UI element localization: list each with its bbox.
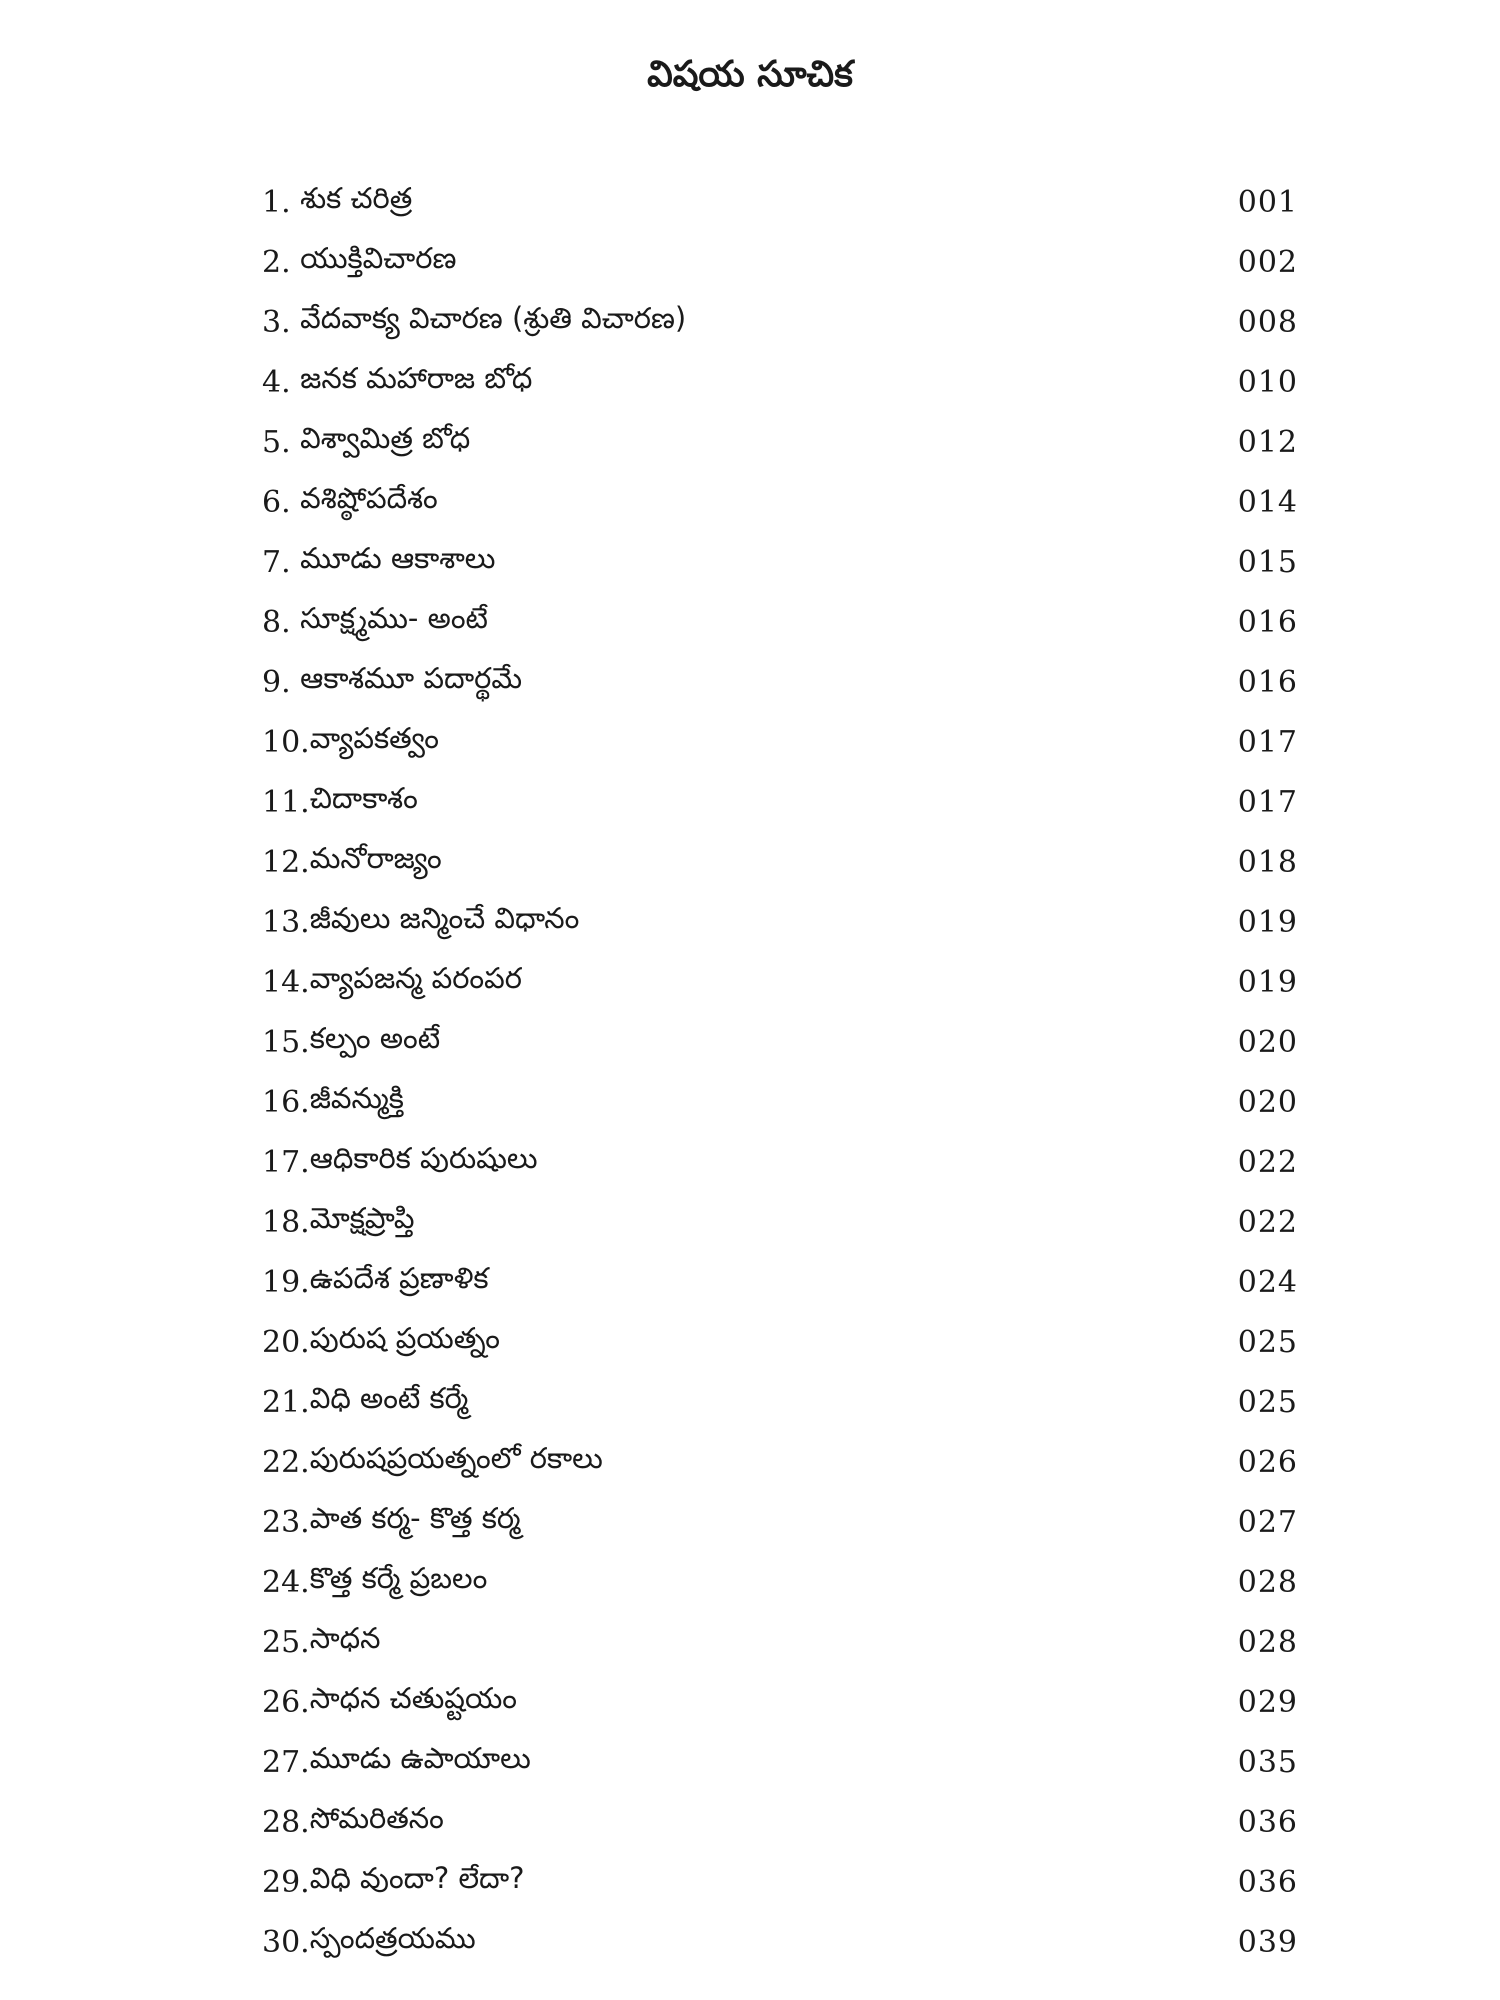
toc-entry-label: ఉపదేశ ప్రణాళిక [309,1261,489,1295]
toc-entry-number: 28. [262,1804,310,1840]
toc-entry-number: 6. [262,484,301,520]
toc-entry-label: స్పందత్రయము [309,1921,476,1955]
toc-entry-page-number: 035 [1237,1744,1298,1780]
toc-entry-number: 4. [262,364,301,400]
toc-entry [262,592,1298,652]
toc-entry [262,172,1298,232]
toc-entry [262,1612,1298,1672]
toc-entry [262,1012,1298,1072]
toc-entry-page-number: 026 [1237,1444,1298,1480]
toc-entry-label: కొత్త కర్మే ప్రబలం [309,1561,488,1595]
toc-entry-label: శుక చరిత్ర [300,181,413,215]
toc-entry-page-number: 022 [1237,1144,1298,1180]
toc-entry [262,1372,1298,1432]
toc-entry-label: పాత కర్మ- కొత్త కర్మ [309,1501,521,1535]
toc-entry-page-number: 010 [1237,364,1298,400]
toc-entry-page-number: 017 [1237,784,1298,820]
toc-entry-text [262,601,488,643]
toc-entry-number: 12. [262,844,310,880]
toc-entry-text [262,1141,538,1183]
toc-entry [262,1852,1298,1912]
page-title: విషయ సూచిక [647,54,853,95]
toc-entry-label: ఆకాశమూ పదార్థమే [300,661,523,695]
toc-entry-text [262,181,412,223]
toc-entry-page-number: 002 [1237,244,1298,280]
toc-entry [262,1252,1298,1312]
toc-entry [262,1732,1298,1792]
toc-entry-number: 20. [262,1324,310,1360]
toc-entry-label: వ్యాపకత్వం [309,721,439,755]
toc-entry-label: మోక్షప్రాప్తి [309,1201,415,1235]
toc-entry-number: 26. [262,1684,310,1720]
toc-entry [262,1912,1298,1972]
toc-entry-number: 29. [262,1864,310,1900]
toc-entry-page-number: 029 [1237,1684,1298,1720]
toc-entry-number: 30. [262,1924,310,1960]
toc-entry-label: విధి వుందా? లేదా? [309,1861,525,1895]
toc-entry-text [262,781,418,823]
toc-entry-label: చిదాకాశం [309,781,418,815]
toc-entry-page-number: 036 [1237,1804,1298,1840]
toc-entry-label: సాధన [309,1621,381,1655]
toc-entry [262,652,1298,712]
toc-entry [262,292,1298,352]
toc-entry-number: 10. [262,724,310,760]
toc-entry-number: 19. [262,1264,310,1300]
toc-entry-text [262,481,438,523]
toc-entry-text [262,421,470,463]
toc-entry [262,472,1298,532]
toc-entry [262,1312,1298,1372]
table-of-contents [262,172,1298,1972]
toc-entry [262,892,1298,952]
toc-entry-number: 21. [262,1384,310,1420]
toc-entry-number: 8. [262,604,301,640]
toc-entry-number: 7. [262,544,301,580]
toc-entry-text [262,1381,468,1423]
toc-entry-label: కల్పం అంటే [309,1021,441,1055]
toc-entry-number: 23. [262,1504,310,1540]
toc-entry-page-number: 014 [1237,484,1298,520]
toc-entry-number: 14. [262,964,310,1000]
toc-entry-text [262,661,522,703]
toc-entry [262,832,1298,892]
toc-entry-text [262,841,442,883]
toc-entry-page-number: 016 [1237,604,1298,640]
toc-entry-label: వ్యాపజన్మ పరంపర [309,961,522,995]
toc-entry-label: ఆధికారిక పురుషులు [309,1141,538,1175]
toc-entry-text [262,1741,531,1783]
toc-entry-number: 2. [262,244,301,280]
toc-entry-page-number: 036 [1237,1864,1298,1900]
toc-entry [262,1132,1298,1192]
toc-entry-label: జనక మహారాజ బోధ [300,361,533,395]
toc-entry-label: విశ్వామిత్ర బోధ [300,421,471,455]
toc-entry-page-number: 025 [1237,1384,1298,1420]
toc-entry-page-number: 001 [1237,184,1298,220]
toc-entry-number: 1. [262,184,301,220]
toc-entry [262,232,1298,292]
toc-entry-page-number: 015 [1237,544,1298,580]
toc-entry-text [262,901,579,943]
toc-entry-number: 16. [262,1084,310,1120]
toc-entry [262,1672,1298,1732]
toc-entry-page-number: 018 [1237,844,1298,880]
toc-entry-text [262,1861,525,1903]
toc-entry [262,1192,1298,1252]
toc-entry-page-number: 012 [1237,424,1298,460]
toc-entry-page-number: 027 [1237,1504,1298,1540]
toc-entry-label: మూడు ఉపాయాలు [309,1741,531,1775]
toc-entry-number: 22. [262,1444,310,1480]
toc-entry-page-number: 024 [1237,1264,1298,1300]
toc-entry [262,1552,1298,1612]
toc-entry [262,412,1298,472]
toc-entry-number: 24. [262,1564,310,1600]
toc-entry-page-number: 008 [1237,304,1298,340]
toc-entry-number: 15. [262,1024,310,1060]
toc-entry-page-number: 016 [1237,664,1298,700]
toc-entry [262,532,1298,592]
toc-entry-label: జీవులు జన్మించే విధానం [309,901,580,935]
toc-entry-page-number: 019 [1237,904,1298,940]
toc-entry-page-number: 025 [1237,1324,1298,1360]
toc-entry-text [262,1441,603,1483]
toc-entry-text [262,1501,521,1543]
toc-entry-text [262,1321,500,1363]
toc-entry-label: సాధన చతుష్టయం [309,1681,517,1715]
toc-entry [262,772,1298,832]
toc-entry-number: 27. [262,1744,310,1780]
toc-entry [262,1432,1298,1492]
toc-entry-number: 9. [262,664,301,700]
toc-entry-text [262,241,456,283]
toc-entry-label: సోమరితనం [309,1801,444,1835]
toc-entry-label: మూడు ఆకాశాలు [300,541,496,575]
toc-entry-text [262,1681,517,1723]
toc-entry [262,352,1298,412]
toc-entry [262,712,1298,772]
toc-entry-page-number: 017 [1237,724,1298,760]
toc-entry-text [262,1921,476,1963]
toc-entry-text [262,301,686,343]
toc-entry-page-number: 020 [1237,1084,1298,1120]
toc-entry-text [262,1081,404,1123]
toc-entry-label: వశిష్ఠోపదేశం [300,481,438,515]
toc-entry-label: జీవన్ముక్తి [309,1081,404,1115]
toc-entry-label: విధి అంటే కర్మే [309,1381,469,1415]
toc-entry [262,1492,1298,1552]
toc-entry-number: 11. [262,784,310,820]
toc-entry-text [262,1801,444,1843]
toc-entry-page-number: 028 [1237,1624,1298,1660]
toc-entry-label: సూక్ష్మము- అంటే [300,601,488,635]
toc-entry-number: 25. [262,1624,310,1660]
toc-entry-label: పురుష ప్రయత్నం [309,1321,500,1355]
toc-entry-page-number: 020 [1237,1024,1298,1060]
toc-entry-text [262,1021,440,1063]
toc-entry-text [262,721,439,763]
toc-entry [262,1072,1298,1132]
toc-entry-label: మనోరాజ్యం [309,841,442,875]
toc-entry-page-number: 019 [1237,964,1298,1000]
toc-entry [262,1792,1298,1852]
toc-entry [262,952,1298,1012]
toc-entry-label: యుక్తివిచారణ [300,241,457,275]
toc-entry-text [262,1621,380,1663]
toc-entry-number: 18. [262,1204,310,1240]
toc-entry-page-number: 022 [1237,1204,1298,1240]
toc-entry-text [262,961,522,1003]
toc-entry-text [262,361,532,403]
toc-entry-text [262,1201,414,1243]
toc-entry-text [262,1561,487,1603]
toc-entry-text [262,1261,489,1303]
toc-entry-label: వేదవాక్య విచారణ (శ్రుతి విచారణ) [300,301,687,335]
toc-entry-text [262,541,495,583]
toc-entry-number: 17. [262,1144,310,1180]
toc-entry-page-number: 039 [1237,1924,1298,1960]
toc-entry-page-number: 028 [1237,1564,1298,1600]
toc-entry-number: 13. [262,904,310,940]
toc-entry-label: పురుషప్రయత్నంలో రకాలు [309,1441,603,1475]
toc-entry-number: 5. [262,424,301,460]
toc-entry-number: 3. [262,304,301,340]
